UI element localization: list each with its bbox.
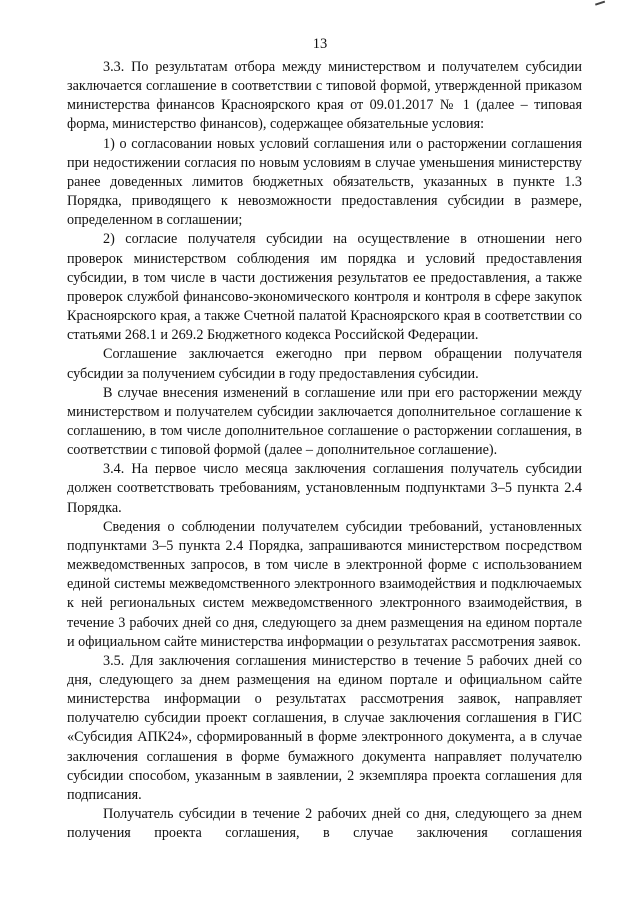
paragraph-recipient-signing: Получатель субсидии в течение 2 рабочих дней со дня, следующего за днем получения проекта соглашения, в случае заключения соглашения bbox=[67, 806, 582, 842]
paragraph-agreement-annual: Соглашение заключается ежегодно при первом обращении получателя субсидии за получением субсидии в году предоставления субсидии. bbox=[67, 346, 582, 382]
paragraph-3-4: 3.4. На первое число месяца заключения соглашения получатель субсидии должен соответствовать требованиям, установленным подпунктами 3–5 пункта 2.4 Порядка. bbox=[67, 461, 582, 516]
paragraph-condition-2: 2) согласие получателя субсидии на осуществление в отношении него проверок министерством соблюдения им порядка и условий предоставления субсидии, в том числе в части достижения результатов ее предоставления, а также проверок службой финансово-экономического контроля и контроля в сфере закупок Красноярского края, а также Счетной палатой Красноярского края в соответствии со статьями 268.1 и 269.2 Бюджетного кодекса Российской Федерации. bbox=[67, 231, 582, 344]
paragraph-condition-1: 1) о согласовании новых условий соглашения или о расторжении соглашения при недостижении согласия по новым условиям в случае уменьшения министерству ранее доведенных лимитов бюджетных обязательств, указанных в пункте 1.3 Порядка, приводящего к невозможности предоставления субсидии в размере, определенном в соглашении; bbox=[67, 135, 582, 229]
paragraph-compliance-info: Сведения о соблюдении получателем субсидии требований, установленных подпунктами 3–5 пункта 2.4 Порядка, запрашиваются министерством посредством межведомственных запросов, в том числе в электронной форме с использованием единой системы межведомственного электронного взаимодействия и подключаемых к ней региональных систем межведомственного электронного взаимодействия, в течение 3 рабочих дней со дня, следующего за днем размещения на едином портале и официальном сайте министерства информации о результатах рассмотрения заявок. bbox=[67, 518, 582, 650]
paragraph-additional-agreement: В случае внесения изменений в соглашение или при его расторжении между министерством и получателем субсидии заключается дополнительное соглашение к соглашению, в том числе дополнительное соглашение о расторжении соглашения, в соответствии с типовой формой (далее – дополнительное соглашение). bbox=[67, 384, 582, 459]
document-body bbox=[67, 58, 582, 843]
page-number: 13 bbox=[312, 36, 328, 52]
scan-mark bbox=[595, 1, 607, 12]
paragraph-3-5: 3.5. Для заключения соглашения министерство в течение 5 рабочих дней со дня, следующего за днем размещения на едином портале и официальном сайте министерства информации о результатах рассмотрения заявок, направляет получателю субсидии проект соглашения, в случае заключения соглашения в ГИС «Субсидия АПК24», сформированный в форме электронного документа, а в случае заключения соглашения в форме бумажного документа направляет получателю субсидии способом, указанным в заявлении, 2 экземпляра проекта соглашения для подписания. bbox=[67, 652, 582, 803]
paragraph-3-3: 3.3. По результатам отбора между министерством и получателем субсидии заключается соглашение в соответствии с типовой формой, утвержденной приказом министерства финансов Красноярского края от 09.01.2017 № 1 (далее – типовая форма, министерство финансов), содержащее обязательные условия: bbox=[67, 59, 582, 133]
